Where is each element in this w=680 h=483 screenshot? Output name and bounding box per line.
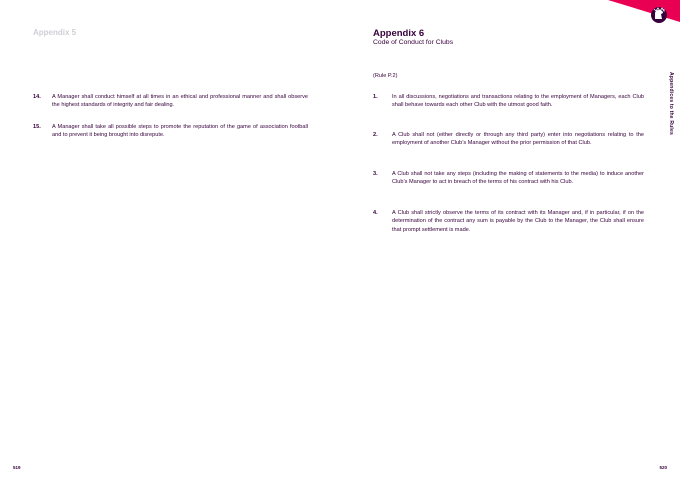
item-text: In all discussions, negotiations and transactions relating to the employment of Managers, each Club shall behave towards each other Club with the utmost good faith. — [392, 94, 644, 109]
item-text: A Manager shall take all possible steps to promote the reputation of the game of association football and to prevent it being brought into disrepute. — [52, 124, 308, 139]
item-number: 3. — [373, 171, 378, 177]
left-page-header: Appendix 5 — [33, 28, 77, 37]
item-text: A Manager shall conduct himself at all times in an ethical and professional manner and shall observe the highest standards of integrity and fair dealing. — [52, 94, 308, 109]
right-page — [340, 0, 680, 483]
item-number: 15. — [33, 124, 41, 130]
item-text: A Club shall not take any steps (including the making of statements to the media) to induce another Club’s Manager to act in breach of the terms of his contract with his Club. — [392, 171, 644, 186]
lion-crest-icon — [651, 7, 667, 23]
side-section-label: Appendices to the Rules — [668, 72, 674, 135]
page-subtitle: Code of Conduct for Clubs — [373, 39, 454, 46]
pink-corner-band — [608, 0, 680, 22]
item-number: 14. — [33, 94, 41, 100]
item-text: A Club shall strictly observe the terms of its contract with its Manager and, if in particular, if on the determination of the contract any sum is payable by the Club to the Manager, the Club shall ensure that prompt settlement is made. — [392, 210, 644, 233]
page-title: Appendix 6 — [373, 28, 425, 39]
item-number: 2. — [373, 132, 378, 138]
item-number: 4. — [373, 210, 378, 216]
item-number: 1. — [373, 94, 378, 100]
rule-reference: (Rule P.2) — [373, 73, 398, 79]
item-text: A Club shall not (either directly or through any third party) enter into negotiations relating to the employment of another Club’s Manager without the prior permission of that Club. — [392, 132, 644, 147]
corner-logo — [600, 0, 680, 40]
page-number-left: 519 — [13, 465, 21, 470]
page-number-right: 520 — [659, 465, 667, 470]
